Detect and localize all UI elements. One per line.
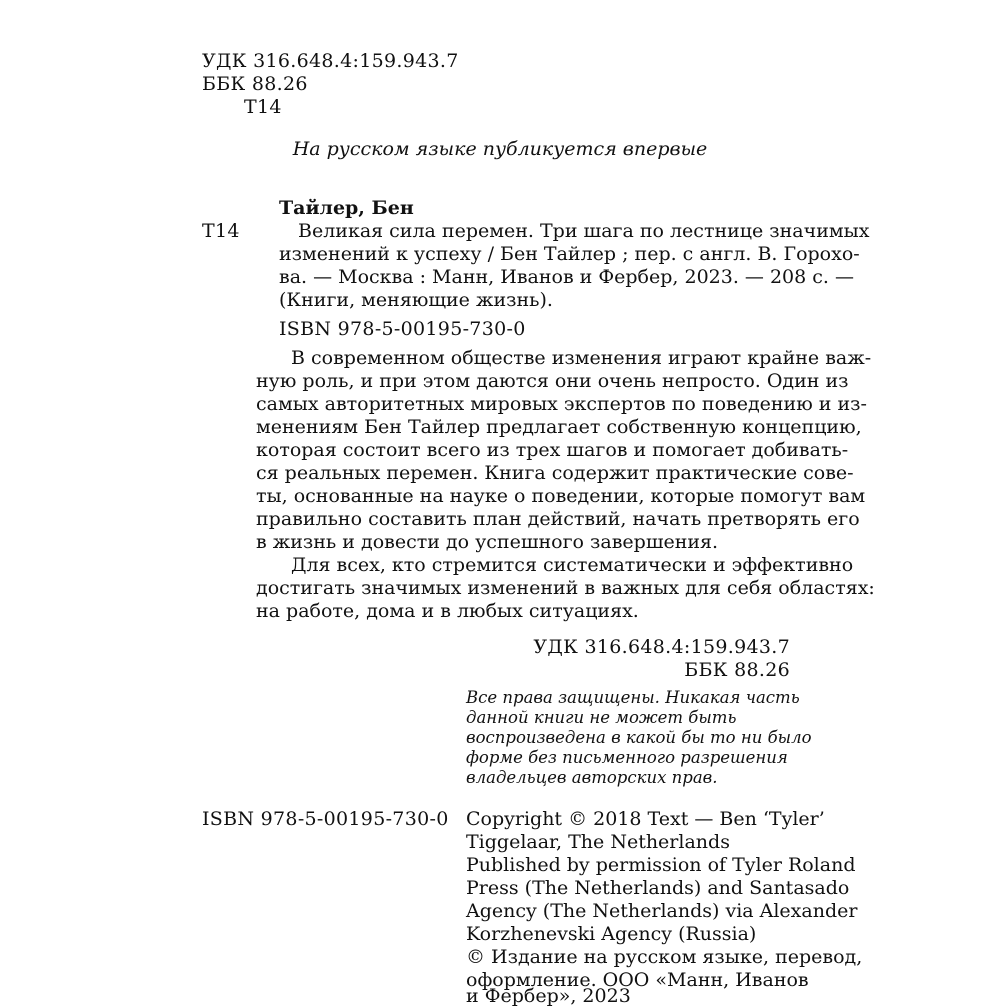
audience-line: достигать значимых изменений в важных для себя областях: <box>256 577 875 599</box>
copyright-line: и Фербер», 2023 <box>466 985 631 1007</box>
annotation-line: менениям Бен Тайлер предлагает собственную концепцию, <box>256 416 862 438</box>
annotation-line: В современном обществе изменения играют крайне важ- <box>291 347 872 369</box>
bbk-code: ББК 88.26 <box>202 73 308 95</box>
rights-line: воспроизведена в какой бы то ни было <box>466 728 812 747</box>
annotation-line: самых авторитетных мировых экспертов по поведению и из- <box>256 393 867 415</box>
udk-code: УДК 316.648.4:159.943.7 <box>202 50 459 72</box>
copyright-line: Copyright © 2018 Text — Ben ‘Tyler’ <box>466 808 825 830</box>
bottom-isbn: ISBN 978-5-00195-730-0 <box>202 808 449 830</box>
annotation-line: ную роль, и при этом даются они очень непросто. Один из <box>256 370 849 392</box>
copyright-line: © Издание на русском языке, перевод, <box>466 946 863 968</box>
record-author: Тайлер, Бен <box>279 197 414 219</box>
rights-line: владельцев авторских прав. <box>466 768 718 787</box>
record-description-line: (Книги, меняющие жизнь). <box>279 289 553 311</box>
rights-line: данной книги не может быть <box>466 708 737 727</box>
copyright-line: Korzhenevski Agency (Russia) <box>466 923 757 945</box>
audience-line: на работе, дома и в любых ситуациях. <box>256 600 639 622</box>
annotation-line: в жизнь и довести до успешного завершения. <box>256 531 719 553</box>
copyright-line: Agency (The Netherlands) via Alexander <box>466 900 858 922</box>
record-description-line: Великая сила перемен. Три шага по лестнице значимых <box>298 220 870 242</box>
author-mark: Т14 <box>244 96 282 118</box>
copyright-line: Published by permission of Tyler Roland <box>466 854 856 876</box>
audience-line: Для всех, кто стремится систематически и эффективно <box>291 554 854 576</box>
footer-udk: УДК 316.648.4:159.943.7 <box>533 636 790 658</box>
record-isbn: ISBN 978-5-00195-730-0 <box>279 318 526 340</box>
record-author-mark: Т14 <box>202 220 240 242</box>
annotation-line: ты, основанные на науке о поведении, которые помогут вам <box>256 485 866 507</box>
copyright-line: Press (The Netherlands) and Santasado <box>466 877 850 899</box>
rights-line: Все права защищены. Никакая часть <box>466 688 800 707</box>
copyright-line: Tiggelaar, The Netherlands <box>466 831 730 853</box>
annotation-line: правильно составить план действий, начать претворять его <box>256 508 860 530</box>
copyright-line: оформление. ООО «Манн, Иванов <box>466 969 809 991</box>
rights-line: форме без письменного разрешения <box>466 748 788 767</box>
first-publication-note: На русском языке публикуется впервые <box>292 138 708 160</box>
record-description-line: изменений к успеху / Бен Тайлер ; пер. с англ. В. Горохо- <box>279 243 860 265</box>
annotation-line: ся реальных перемен. Книга содержит практические сове- <box>256 462 854 484</box>
annotation-line: которая состоит всего из трех шагов и помогает добивать- <box>256 439 849 461</box>
footer-bbk: ББК 88.26 <box>684 659 790 681</box>
record-description-line: ва. — Москва : Манн, Иванов и Фербер, 2023. — 208 с. — <box>279 266 854 288</box>
